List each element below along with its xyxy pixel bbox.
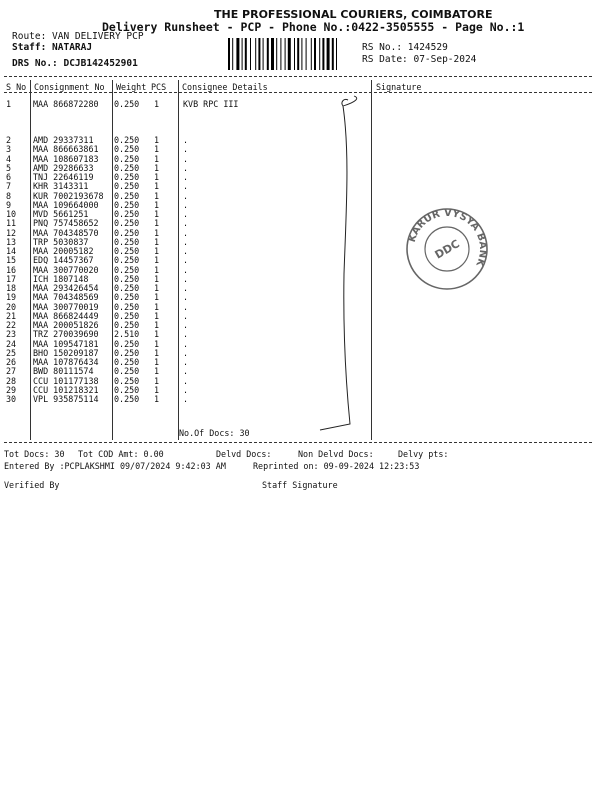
header-divider-bottom [4, 92, 592, 93]
row-consignee-details: . [183, 135, 189, 145]
table-row [0, 237, 600, 246]
row-pcs: 1 [154, 181, 160, 192]
row-pcs: 1 [154, 135, 160, 145]
row-pcs: 1 [154, 366, 160, 377]
row-weight: 0.250 [114, 172, 140, 182]
barcode [228, 38, 358, 70]
row-pcs: 1 [154, 172, 160, 182]
col-header-pcs: PCS [151, 82, 167, 92]
row-sno: 29 [6, 384, 17, 395]
row-weight: 0.250 [114, 181, 140, 192]
col-header-sno: S No [6, 82, 27, 92]
col-header-consignment: Consignment No [34, 82, 105, 92]
table-row [0, 265, 600, 274]
route-label: Route: VAN DELIVERY PCP [12, 31, 144, 42]
table-row [0, 320, 600, 329]
table-row [0, 302, 600, 311]
row-consignee-details: . [183, 338, 189, 349]
row-sno: 28 [6, 375, 17, 386]
table-row [0, 135, 600, 144]
row-sno: 14 [6, 246, 17, 256]
row-consignee-details: . [183, 283, 189, 293]
col-header-weight: Weight [116, 82, 147, 92]
row-consignee-details: . [183, 181, 189, 192]
row-consignment-no: MAA 200051826 [33, 320, 99, 330]
table-row [0, 172, 600, 181]
table-row [0, 163, 600, 172]
row-pcs: 1 [154, 246, 160, 256]
row-weight: 0.250 [114, 283, 140, 293]
row-consignee-details: KVB RPC III [183, 99, 239, 109]
delvy-pts: Delvy pts: [398, 449, 449, 459]
row-consignment-no: MAA 109547181 [33, 338, 99, 349]
row-pcs: 1 [154, 292, 160, 303]
row-pcs: 1 [154, 394, 160, 404]
row-weight: 0.250 [114, 264, 140, 275]
table-row [0, 376, 600, 385]
row-sno: 2 [6, 135, 12, 145]
row-sno: 16 [6, 264, 17, 275]
row-consignment-no: MVD 5661251 [33, 209, 89, 219]
row-weight: 0.250 [114, 135, 140, 145]
verified-by: Verified By [4, 480, 60, 490]
row-sno: 1 [6, 99, 12, 109]
row-sno: 22 [6, 320, 17, 330]
table-row [0, 329, 600, 338]
row-pcs: 1 [154, 190, 160, 201]
row-weight: 0.250 [114, 218, 140, 229]
table-row [0, 181, 600, 190]
row-consignee-details: . [183, 144, 189, 155]
row-pcs: 1 [154, 153, 160, 164]
row-pcs: 1 [154, 384, 160, 395]
row-consignee-details: . [183, 162, 189, 173]
row-sno: 20 [6, 301, 17, 312]
row-consignment-no: MAA 866824449 [33, 310, 99, 321]
row-consignment-no: MAA 293426454 [33, 283, 99, 293]
row-weight: 0.250 [114, 310, 140, 321]
row-consignee-details: . [183, 218, 189, 229]
table-row [0, 200, 600, 209]
row-consignment-no: TRP 5030837 [33, 236, 89, 247]
row-weight: 0.250 [114, 301, 140, 312]
entered-by: Entered By :PCPLAKSHMI 09/07/2024 9:42:03 AM [4, 461, 226, 471]
row-consignee-details: . [183, 329, 189, 340]
row-consignment-no: KUR 7002193678 [33, 190, 104, 201]
row-consignee-details: . [183, 301, 189, 312]
row-sno: 5 [6, 162, 12, 173]
row-pcs: 1 [154, 218, 160, 229]
row-consignment-no: PNQ 757458652 [33, 218, 99, 229]
row-weight: 0.250 [114, 190, 140, 201]
table-row [0, 144, 600, 153]
row-weight: 0.250 [114, 144, 140, 155]
rs-date: RS Date: 07-Sep-2024 [362, 54, 477, 65]
row-consignee-details: . [183, 172, 189, 182]
row-weight: 0.250 [114, 357, 140, 367]
row-pcs: 1 [154, 338, 160, 349]
row-sno: 26 [6, 357, 17, 367]
tot-docs: Tot Docs: 30 [4, 449, 65, 459]
col-header-consignee: Consignee Details [182, 82, 268, 92]
drs-number: DRS No.: DCJB142452901 [12, 58, 138, 69]
row-consignee-details: . [183, 357, 189, 367]
table-row [0, 99, 600, 108]
row-consignee-details: . [183, 153, 189, 164]
row-weight: 0.250 [114, 384, 140, 395]
footer-divider [4, 442, 592, 443]
svg-text:KARUR VYSYA BANK: KARUR VYSYA BANK [406, 207, 489, 268]
row-consignment-no: MAA 704348570 [33, 227, 99, 238]
row-consignment-no: TRZ 270039690 [33, 329, 99, 340]
rs-number: RS No.: 1424529 [362, 42, 448, 53]
delvd-docs: Delvd Docs: [216, 449, 272, 459]
row-pcs: 1 [154, 273, 160, 284]
row-weight: 2.510 [114, 329, 140, 340]
row-consignment-no: MAA 704348569 [33, 292, 99, 303]
row-weight: 0.250 [114, 227, 140, 238]
row-consignee-details: . [183, 292, 189, 303]
row-weight: 0.250 [114, 375, 140, 386]
table-row [0, 191, 600, 200]
row-sno: 11 [6, 218, 17, 229]
table-row [0, 311, 600, 320]
row-consignee-details: . [183, 273, 189, 284]
row-consignee-details: . [183, 227, 189, 238]
table-row [0, 209, 600, 218]
company-name: THE PROFESSIONAL COURIERS, COIMBATORE [214, 8, 493, 21]
row-pcs: 1 [154, 144, 160, 155]
header-divider-top [4, 76, 592, 77]
row-consignment-no: MAA 866872280 [33, 99, 99, 109]
table-row [0, 246, 600, 255]
table-row [0, 255, 600, 264]
table-row [0, 154, 600, 163]
row-sno: 12 [6, 227, 17, 238]
row-consignee-details: . [183, 190, 189, 201]
row-consignee-details: . [183, 366, 189, 377]
row-consignment-no: EDQ 14457367 [33, 255, 94, 266]
row-weight: 0.250 [114, 99, 140, 109]
row-consignment-no: MAA 866663861 [33, 144, 99, 155]
row-consignment-no: ICH 1807148 [33, 273, 89, 284]
no-of-docs: No.Of Docs: 30 [179, 428, 250, 438]
row-weight: 0.250 [114, 394, 140, 404]
row-sno: 17 [6, 273, 17, 284]
row-consignment-no: MAA 20005182 [33, 246, 94, 256]
row-consignment-no: TNJ 22646119 [33, 172, 94, 182]
table-row [0, 228, 600, 237]
staff-signature-label: Staff Signature [262, 480, 338, 490]
row-pcs: 1 [154, 99, 160, 109]
row-weight: 0.250 [114, 246, 140, 256]
row-sno: 8 [6, 190, 12, 201]
row-weight: 0.250 [114, 273, 140, 284]
row-consignment-no: MAA 108607183 [33, 153, 99, 164]
row-sno: 24 [6, 338, 17, 349]
row-consignment-no: BHO 150209187 [33, 347, 99, 358]
table-row [0, 357, 600, 366]
row-weight: 0.250 [114, 209, 140, 219]
row-weight: 0.250 [114, 320, 140, 330]
row-consignee-details: . [183, 199, 189, 210]
row-weight: 0.250 [114, 236, 140, 247]
row-consignment-no: CCU 101218321 [33, 384, 99, 395]
row-consignee-details: . [183, 375, 189, 386]
row-sno: 27 [6, 366, 17, 377]
row-sno: 18 [6, 283, 17, 293]
row-weight: 0.250 [114, 162, 140, 173]
bank-stamp [404, 206, 490, 292]
runsheet-title: Delivery Runsheet - PCP - Phone No.:0422-3505555 - Page No.:1 [102, 20, 525, 34]
row-sno: 25 [6, 347, 17, 358]
row-pcs: 1 [154, 236, 160, 247]
row-consignee-details: . [183, 246, 189, 256]
reprinted-on: Reprinted on: 09-09-2024 12:23:53 [253, 461, 420, 471]
row-pcs: 1 [154, 162, 160, 173]
table-row [0, 218, 600, 227]
row-sno: 13 [6, 236, 17, 247]
row-pcs: 1 [154, 227, 160, 238]
row-sno: 10 [6, 209, 17, 219]
row-sno: 9 [6, 199, 12, 210]
row-consignment-no: MAA 107876434 [33, 357, 99, 367]
table-row [0, 366, 600, 375]
row-sno: 4 [6, 153, 12, 164]
table-row [0, 274, 600, 283]
row-pcs: 1 [154, 264, 160, 275]
row-pcs: 1 [154, 209, 160, 219]
row-consignment-no: BWD 80111574 [33, 366, 94, 377]
row-pcs: 1 [154, 283, 160, 293]
row-pcs: 1 [154, 375, 160, 386]
row-sno: 30 [6, 394, 17, 404]
row-pcs: 1 [154, 310, 160, 321]
row-weight: 0.250 [114, 255, 140, 266]
staff-label: Staff: NATARAJ [12, 42, 93, 53]
row-consignee-details: . [183, 347, 189, 358]
row-pcs: 1 [154, 329, 160, 340]
table-row [0, 283, 600, 292]
row-pcs: 1 [154, 199, 160, 210]
row-consignee-details: . [183, 209, 189, 219]
table-row [0, 348, 600, 357]
row-pcs: 1 [154, 320, 160, 330]
row-sno: 7 [6, 181, 12, 192]
row-consignment-no: MAA 109664000 [33, 199, 99, 210]
row-consignment-no: CCU 101177138 [33, 375, 99, 386]
row-sno: 6 [6, 172, 12, 182]
row-sno: 23 [6, 329, 17, 340]
row-pcs: 1 [154, 301, 160, 312]
row-pcs: 1 [154, 347, 160, 358]
handwritten-signature [310, 94, 370, 434]
row-consignee-details: . [183, 264, 189, 275]
row-weight: 0.250 [114, 292, 140, 303]
row-weight: 0.250 [114, 338, 140, 349]
row-weight: 0.250 [114, 366, 140, 377]
row-consignee-details: . [183, 236, 189, 247]
svg-text:DDC: DDC [432, 237, 462, 262]
row-consignment-no: VPL 935875114 [33, 394, 99, 404]
row-consignment-no: MAA 300770020 [33, 264, 99, 275]
row-sno: 19 [6, 292, 17, 303]
tot-cod-amt: Tot COD Amt: 0.00 [78, 449, 164, 459]
table-row [0, 339, 600, 348]
table-row [0, 394, 600, 403]
row-sno: 3 [6, 144, 12, 155]
row-weight: 0.250 [114, 199, 140, 210]
row-consignee-details: . [183, 310, 189, 321]
row-pcs: 1 [154, 357, 160, 367]
row-pcs: 1 [154, 255, 160, 266]
row-consignment-no: MAA 300770019 [33, 301, 99, 312]
table-row [0, 292, 600, 301]
row-consignment-no: KHR 3143311 [33, 181, 89, 192]
row-weight: 0.250 [114, 153, 140, 164]
row-sno: 21 [6, 310, 17, 321]
non-delvd-docs: Non Delvd Docs: [298, 449, 374, 459]
row-consignee-details: . [183, 320, 189, 330]
row-sno: 15 [6, 255, 17, 266]
col-header-signature: Signature [376, 82, 422, 92]
table-row [0, 385, 600, 394]
row-weight: 0.250 [114, 347, 140, 358]
row-consignee-details: . [183, 394, 189, 404]
row-consignee-details: . [183, 384, 189, 395]
row-consignment-no: AMD 29286633 [33, 162, 94, 173]
row-consignee-details: . [183, 255, 189, 266]
row-consignment-no: AMD 29337311 [33, 135, 94, 145]
